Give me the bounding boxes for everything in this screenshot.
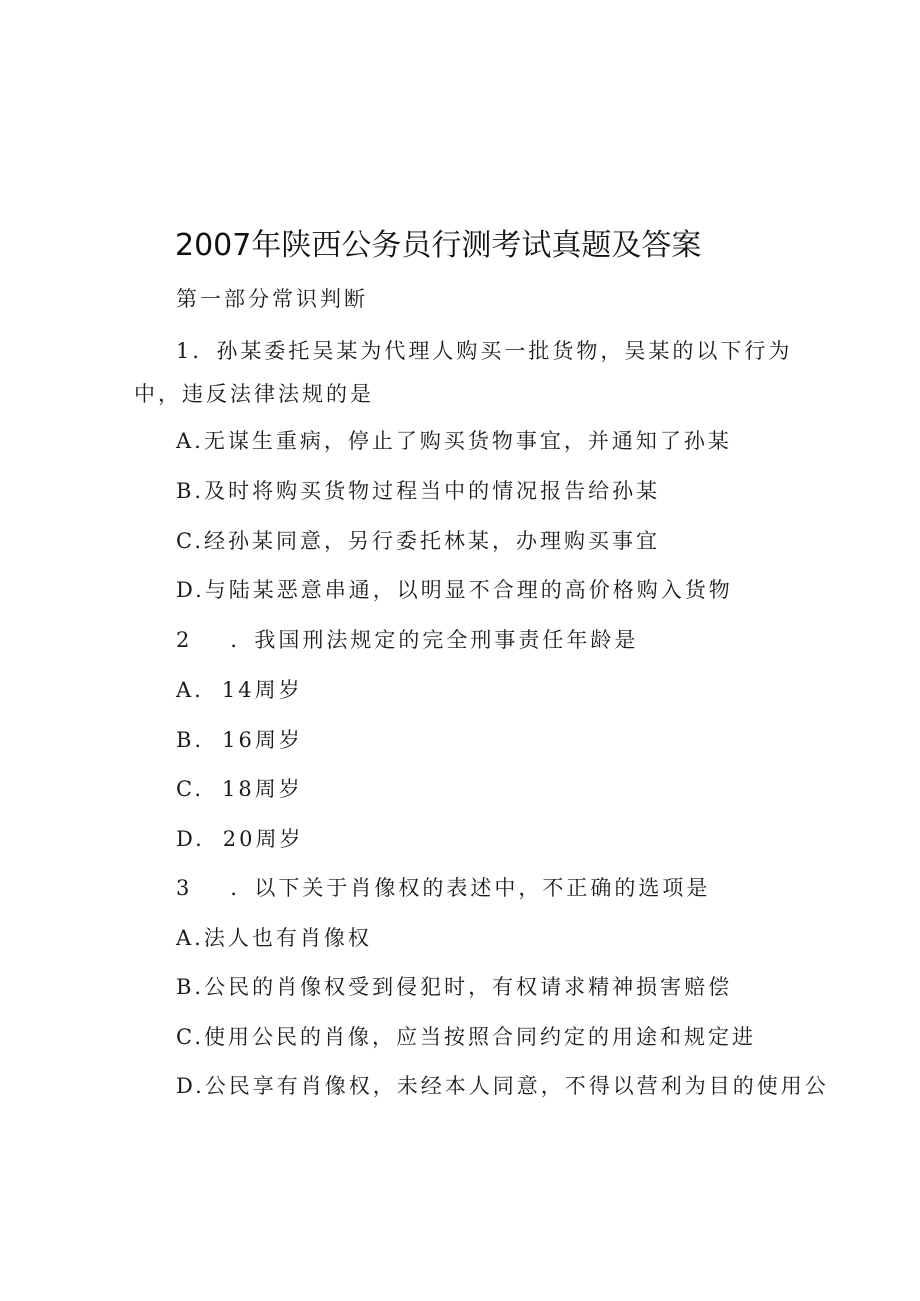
question-2-text: ．我国刑法规定的完全刑事责任年龄是 xyxy=(230,628,639,652)
option-text: 18周岁 xyxy=(222,777,303,801)
question-3-option-b: B.公民的肖像权受到侵犯时，有权请求精神损害赔偿 xyxy=(176,975,733,999)
question-3-option-c: C.使用公民的肖像，应当按照合同约定的用途和规定进 xyxy=(176,1025,756,1049)
option-label: D. xyxy=(176,827,205,851)
question-2-number: 2 xyxy=(176,628,193,652)
question-1-stem-line-2: 中，违反法律法规的是 xyxy=(134,382,374,406)
document-title: 2007年陕西公务员行测考试真题及答案 xyxy=(175,228,702,263)
question-2-option-d xyxy=(176,825,304,853)
question-1-option-a: A.无谋生重病，停止了购买货物事宜，并通知了孙某 xyxy=(176,429,732,453)
question-3-option-a: A.法人也有肖像权 xyxy=(176,926,372,950)
question-2-option-b xyxy=(176,726,303,754)
option-label: A. xyxy=(176,678,204,702)
question-1-stem-line-1: 1．孙某委托吴某为代理人购买一批货物，吴某的以下行为 xyxy=(176,339,793,363)
question-3-number: 3 xyxy=(176,876,193,900)
option-label: C. xyxy=(176,777,204,801)
question-1-option-c: C.经孙某同意，另行委托林某，办理购买事宜 xyxy=(176,529,660,553)
question-2-option-c xyxy=(176,775,303,803)
question-3-stem xyxy=(176,874,710,902)
question-1-option-b: B.及时将购买货物过程当中的情况报告给孙某 xyxy=(176,479,661,503)
option-text: 20周岁 xyxy=(222,827,304,851)
question-2-option-a xyxy=(176,676,303,704)
section-heading: 第一部分常识判断 xyxy=(176,287,368,311)
question-1-option-d: D.与陆某恶意串通，以明显不合理的高价格购入货物 xyxy=(176,578,733,602)
option-text: 14周岁 xyxy=(221,678,303,702)
option-text: 16周岁 xyxy=(222,728,303,752)
question-2-stem xyxy=(176,626,638,654)
option-label: B. xyxy=(176,728,205,752)
question-3-text: ．以下关于肖像权的表述中，不正确的选项是 xyxy=(230,876,711,900)
question-3-option-d: D.公民享有肖像权，未经本人同意，不得以营利为目的使用公 xyxy=(176,1074,829,1098)
